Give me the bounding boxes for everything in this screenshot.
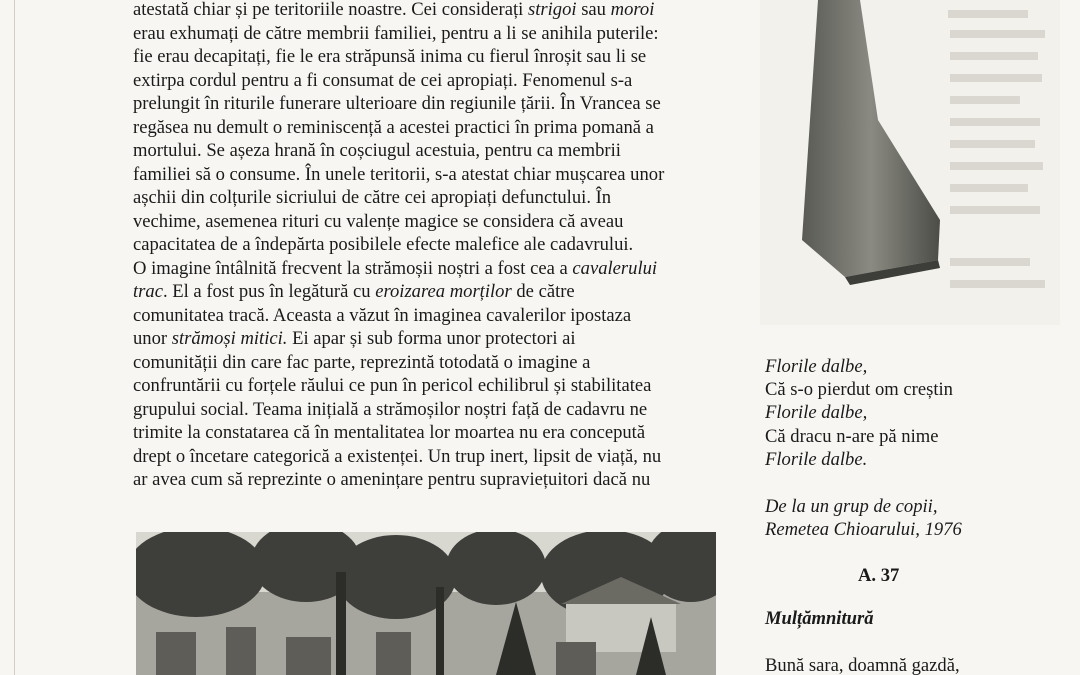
cemetery-photo: [136, 532, 716, 675]
text-line: fie erau decapitați, fie le era străpunsă inima cu fierul înroșit sau li se: [133, 46, 647, 67]
verse-line: Florile dalbe,: [765, 356, 868, 377]
text-line: unor strămoși mitici. Ei apar și sub forma unor protectori ai: [133, 328, 576, 349]
verse-block: [765, 355, 1065, 541]
verse-line: Că s-o pierdut om creștin: [765, 379, 953, 401]
text-line: vechime, asemenea rituri cu valențe magice se considera că aveau: [133, 210, 624, 232]
verse-line: Bună sara, doamnă gazdă,: [765, 655, 960, 675]
text-line: trac. El a fost pus în legătură cu eroizarea morților de către: [133, 281, 575, 302]
verse-line: Florile dalbe,: [765, 402, 868, 424]
text-line: atestată chiar și pe teritoriile noastre. Cei considerați strigoi sau moroi: [133, 0, 655, 20]
text-line: familiei să o consume. În unele teritorii, s-a atestat chiar mușcarea unor: [133, 163, 665, 185]
text-line: trimite la constatarea că în mentalitatea lor moartea nu era concepută: [133, 422, 646, 443]
monument-illustration: [760, 0, 1060, 325]
verse-line: Că dracu n-are pă nime: [765, 425, 939, 447]
text-line: comunității din care fac parte, reprezintă totodată o imagine a: [133, 351, 591, 373]
text-line: comunitatea tracă. Aceasta a văzut în imaginea cavalerilor ipostaza: [133, 304, 632, 326]
text-line: O imagine întâlnită frecvent la strămoșii noștri a fost cea a cavalerului: [133, 257, 658, 279]
verse-line: Florile dalbe.: [765, 448, 868, 470]
text-line: confruntării cu forțele răului ce pun în pericol echilibrul și stabilitatea: [133, 375, 652, 396]
cemetery-illustration: [136, 532, 716, 675]
source-line: Remetea Chioarului, 1976: [765, 519, 962, 541]
main-text-column: [133, 0, 733, 492]
text-line: așchii din colțurile sicriului de către cei apropiați defunctului. În: [133, 187, 612, 208]
song-number: A. 37: [858, 565, 900, 586]
song-title: Mulțămnitură: [765, 608, 874, 629]
text-line: ar avea cum să reprezinte o amenințare pentru supraviețuitori dacă nu: [133, 469, 651, 490]
text-line: capacitatea de a îndepărta posibilele efecte malefice ale cadavrului.: [133, 234, 634, 255]
page-margin-line: [14, 0, 15, 675]
source-line: De la un grup de copii,: [765, 496, 938, 518]
stone-monument-photo: [760, 0, 1060, 325]
text-line: drept o încetare categorică a existenței. Un trup inert, lipsit de viață, nu: [133, 445, 662, 467]
text-line: prelungit în riturile funerare ulterioare din regiunile țării. În Vrancea se: [133, 93, 661, 114]
text-line: grupului social. Teama inițială a strămoșilor noștri față de cadavru ne: [133, 398, 648, 420]
text-line: regăsea nu demult o reminiscență a acestei practici în prima pomană a: [133, 116, 654, 138]
text-line: extirpa cordul pentru a fi consumat de cei apropiați. Fenomenul s-a: [133, 69, 633, 91]
text-line: erau exhumați de către membrii familiei, pentru a li se anihila puterile:: [133, 22, 659, 44]
text-line: mortului. Se așeza hrană în coșciugul acestuia, pentru ca membrii: [133, 140, 621, 161]
